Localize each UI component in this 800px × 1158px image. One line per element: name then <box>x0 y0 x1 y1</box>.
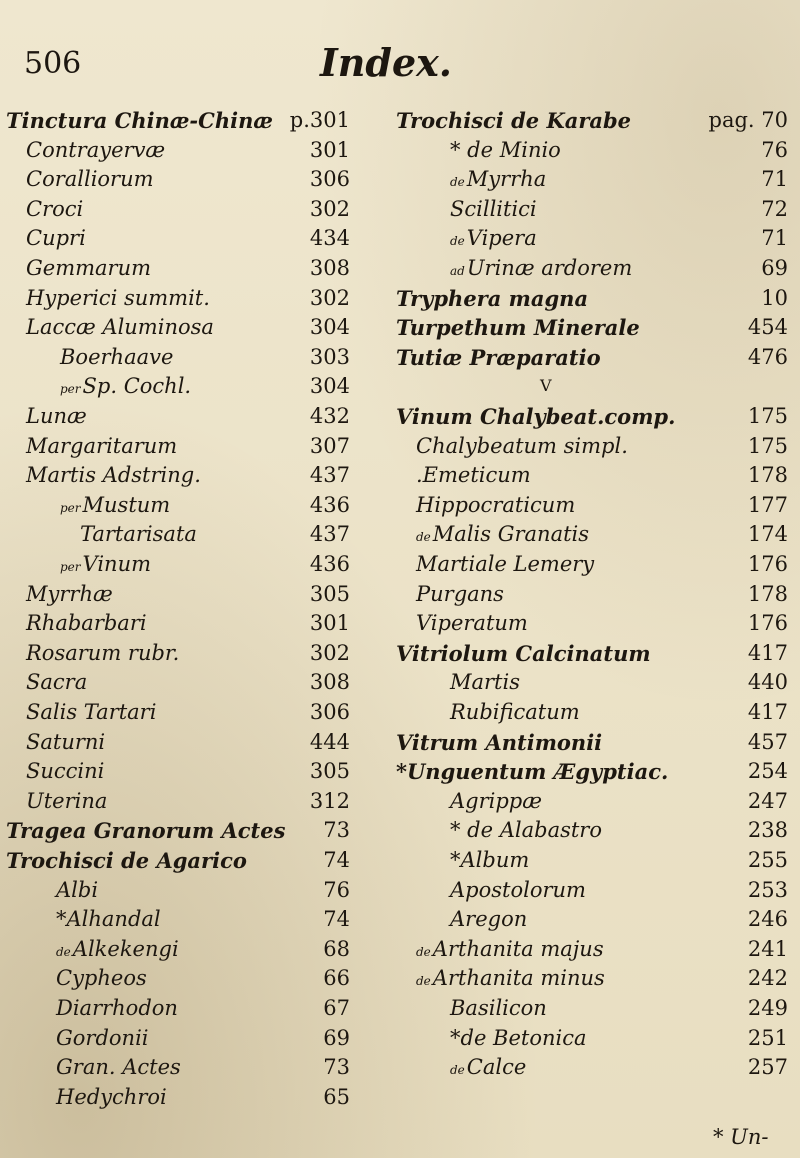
term-prefix: de <box>450 1063 465 1078</box>
index-term <box>26 639 179 668</box>
term-prefix: per <box>60 500 81 515</box>
catchword: * Un- <box>713 1125 769 1149</box>
term-prefix: de <box>416 974 431 989</box>
index-entry <box>0 520 380 549</box>
page-reference: 76 <box>761 137 788 162</box>
term-text: Hippocraticum <box>416 492 576 517</box>
index-term <box>26 757 104 786</box>
index-term <box>450 195 537 224</box>
term-text: Croci <box>26 196 84 221</box>
page-reference: 69 <box>761 256 788 280</box>
term-text: Purgans <box>416 581 504 606</box>
index-term <box>450 846 529 875</box>
page-reference: 306 <box>309 167 350 192</box>
page-reference: 307 <box>309 433 350 458</box>
index-term <box>396 757 668 786</box>
index-term <box>416 520 589 552</box>
page-reference: 444 <box>309 729 350 754</box>
index-term <box>56 964 147 993</box>
page-reference: 242 <box>747 966 788 991</box>
index-term <box>56 1024 149 1053</box>
index-entry <box>0 106 380 135</box>
page-reference: 305 <box>309 759 350 784</box>
term-text: *Alhandal <box>56 907 161 932</box>
index-entry <box>0 402 380 431</box>
index-entry <box>0 165 380 194</box>
index-term <box>56 935 179 967</box>
term-text: Trochisci de Agarico <box>6 848 247 873</box>
index-term <box>60 372 191 404</box>
page-reference: 253 <box>747 877 788 902</box>
index-term <box>26 224 86 253</box>
index-term <box>26 461 201 490</box>
term-text: Laccæ Aluminosa <box>26 315 214 340</box>
index-entry <box>0 432 380 461</box>
index-term <box>396 313 640 342</box>
term-text: Contrayervæ <box>26 137 166 162</box>
page-reference: 302 <box>309 196 350 221</box>
index-entry <box>390 994 790 1023</box>
index-entry <box>390 964 790 993</box>
running-head: Index. <box>320 40 453 85</box>
term-text: Arthanita minus <box>432 966 605 991</box>
page-reference: 434 <box>309 226 350 251</box>
index-term <box>26 432 177 461</box>
page-reference: 304 <box>309 374 350 399</box>
term-text: Arthanita majus <box>432 936 604 961</box>
index-term <box>396 106 631 135</box>
page-reference: 65 <box>323 1084 350 1109</box>
term-text: Salis Tartari <box>26 700 157 724</box>
index-entry <box>0 757 380 786</box>
index-entry <box>0 935 380 964</box>
page-reference: 254 <box>747 759 788 784</box>
index-entry <box>390 816 790 845</box>
term-text: Vinum Chalybeat.comp. <box>396 404 676 429</box>
term-text: Vitriolum Calcinatum <box>396 640 651 666</box>
page-reference: 176 <box>747 552 788 576</box>
index-entry <box>0 1024 380 1053</box>
index-entry <box>390 284 790 313</box>
index-term <box>416 609 528 638</box>
index-term <box>26 402 87 431</box>
index-entry <box>390 668 790 697</box>
index-entry <box>390 905 790 934</box>
index-term <box>396 343 601 372</box>
page-reference: 251 <box>747 1025 788 1050</box>
index-entry <box>390 343 790 372</box>
page-reference: 178 <box>747 463 788 488</box>
page-reference: 436 <box>309 552 350 576</box>
term-text: Hyperici summit. <box>26 285 210 310</box>
index-term <box>26 254 151 283</box>
index-term <box>450 905 527 934</box>
index-term <box>6 846 247 875</box>
page-reference: 68 <box>323 936 350 961</box>
index-term <box>450 136 561 165</box>
page-reference: 176 <box>747 611 788 636</box>
term-prefix: per <box>60 382 81 397</box>
index-entry <box>0 491 380 520</box>
term-text: Vinum <box>82 552 152 576</box>
term-text: * de Minio <box>450 137 561 162</box>
index-entry <box>0 284 380 313</box>
page-header <box>0 38 800 98</box>
term-prefix: ad <box>450 264 465 278</box>
term-text: Aregon <box>450 907 528 932</box>
page-reference: 175 <box>747 404 788 428</box>
page-reference: 308 <box>309 670 350 695</box>
page-reference: 175 <box>747 433 788 458</box>
term-text: Diarrhodon <box>56 996 178 1020</box>
index-entry <box>0 876 380 905</box>
index-term <box>396 728 602 757</box>
index-term <box>26 580 113 609</box>
term-prefix: de <box>450 234 465 249</box>
index-term <box>416 935 604 967</box>
term-text: Cupri <box>26 226 86 251</box>
page-reference: 257 <box>747 1055 788 1080</box>
index-term <box>450 876 586 905</box>
index-term <box>416 550 594 579</box>
index-term <box>416 432 628 461</box>
page-reference: 174 <box>747 522 788 547</box>
index-entry <box>390 1024 790 1053</box>
term-text: Apostolorum <box>450 877 586 902</box>
term-text: Myrrhæ <box>26 581 113 606</box>
term-text: Lunæ <box>26 404 87 428</box>
term-text: Vitrum Antimonii <box>396 729 603 755</box>
page-reference: 308 <box>309 256 350 280</box>
index-entry <box>0 372 380 401</box>
index-entry <box>390 1053 790 1082</box>
page-reference: 303 <box>309 344 350 369</box>
page-reference: 304 <box>309 315 350 340</box>
index-entry <box>390 254 790 283</box>
index-entry <box>390 106 790 135</box>
index-entry <box>0 609 380 638</box>
term-text: Succini <box>26 759 105 784</box>
index-term <box>26 698 156 727</box>
page-reference: 417 <box>747 640 788 665</box>
index-term <box>6 106 273 135</box>
term-prefix: de <box>416 944 431 959</box>
page-reference: 255 <box>747 848 788 872</box>
index-term <box>416 580 504 609</box>
index-entry <box>0 728 380 757</box>
index-entry <box>390 313 790 342</box>
index-entry <box>390 520 790 549</box>
term-text: Rhabarbari <box>26 611 147 636</box>
page-reference: 437 <box>309 463 350 488</box>
term-text: Basilicon <box>450 996 547 1020</box>
index-term <box>450 165 546 197</box>
page-reference: 66 <box>323 966 350 991</box>
page-reference: 238 <box>747 818 788 843</box>
index-term <box>26 136 165 165</box>
index-term <box>450 1024 587 1053</box>
page-reference: 305 <box>309 581 350 606</box>
page-reference: 73 <box>323 818 350 843</box>
index-term <box>26 609 147 638</box>
index-term <box>60 550 151 582</box>
section-letter: V <box>540 376 552 395</box>
index-term <box>396 639 651 668</box>
page-reference: 67 <box>323 996 350 1020</box>
term-text: Rubificatum <box>450 700 580 724</box>
index-term <box>56 994 178 1023</box>
index-term <box>450 787 542 816</box>
term-prefix: de <box>416 530 431 545</box>
page-reference: 73 <box>323 1055 350 1080</box>
index-term <box>26 284 210 313</box>
index-entry <box>390 728 790 757</box>
term-text: Tartarisata <box>80 522 197 547</box>
page-reference: 457 <box>747 729 788 754</box>
term-prefix: de <box>450 175 465 190</box>
index-entry <box>0 195 380 224</box>
page-reference: 178 <box>747 581 788 606</box>
term-text: *Unguentum Ægyptiac. <box>396 759 669 785</box>
index-entry <box>390 935 790 964</box>
page-reference: p.301 <box>289 108 350 132</box>
page-reference: 74 <box>323 907 350 932</box>
index-entry <box>390 876 790 905</box>
index-term <box>6 816 285 845</box>
index-entry <box>0 254 380 283</box>
term-text: Uterina <box>26 788 108 813</box>
term-text: Sp. Cochl. <box>82 374 192 399</box>
index-entry <box>0 964 380 993</box>
index-entry <box>0 639 380 668</box>
term-text: Turpethum Minerale <box>396 315 640 341</box>
page-reference: 246 <box>747 907 788 932</box>
page-reference: 306 <box>309 700 350 724</box>
term-text: *de Betonica <box>450 1025 587 1050</box>
term-text: Rosarum rubr. <box>26 640 180 665</box>
index-term <box>26 313 214 342</box>
index-term <box>56 905 161 934</box>
index-entry <box>390 165 790 194</box>
index-term <box>450 224 537 256</box>
term-text: Scillitici <box>450 196 537 221</box>
page-reference: 476 <box>747 344 788 369</box>
index-term <box>450 668 520 697</box>
page-reference: 432 <box>309 404 350 428</box>
index-entry <box>390 136 790 165</box>
index-term <box>26 165 154 194</box>
index-entry <box>0 1083 380 1112</box>
term-prefix: per <box>60 560 81 574</box>
term-text: Tinctura Chinæ-Chinæ <box>6 108 273 133</box>
index-entry <box>0 905 380 934</box>
index-term <box>396 284 588 313</box>
page-number: 506 <box>24 46 82 81</box>
term-text: Viperatum <box>416 611 528 636</box>
page-reference: 72 <box>761 196 788 221</box>
term-text: Margaritarum <box>26 433 178 458</box>
index-entry <box>390 195 790 224</box>
page-reference: 301 <box>309 137 350 162</box>
index-entry <box>0 580 380 609</box>
term-text: Urinæ ardorem <box>466 256 633 280</box>
index-entry <box>0 313 380 342</box>
term-text: Coralliorum <box>26 167 154 192</box>
page-reference: 312 <box>309 788 350 813</box>
index-term <box>60 491 170 523</box>
page-reference: 301 <box>309 611 350 636</box>
term-text: Saturni <box>26 729 106 754</box>
index-entry <box>390 491 790 520</box>
term-text: Tragea Granorum Actes <box>6 818 286 844</box>
term-text: Martiale Lemery <box>416 552 595 576</box>
term-text: Chalybeatum simpl. <box>416 433 628 458</box>
index-entry <box>0 994 380 1023</box>
index-entry <box>390 550 790 579</box>
term-text: *Album <box>450 848 530 872</box>
index-term <box>450 1053 526 1085</box>
index-entry <box>390 461 790 490</box>
index-entry <box>390 402 790 431</box>
page-reference: 249 <box>747 996 788 1020</box>
index-term <box>416 964 605 996</box>
page-reference: 76 <box>323 877 350 902</box>
index-entry <box>0 224 380 253</box>
page-reference: 241 <box>747 936 788 961</box>
index-entry <box>390 580 790 609</box>
term-text: Albi <box>56 877 99 902</box>
index-term <box>416 491 575 520</box>
index-term <box>450 254 632 286</box>
index-entry <box>0 668 380 697</box>
index-entry <box>0 1053 380 1082</box>
index-term <box>56 1083 167 1112</box>
term-text: Gordonii <box>56 1025 149 1050</box>
index-term <box>26 195 83 224</box>
page-reference: 417 <box>747 700 788 724</box>
index-entry <box>390 609 790 638</box>
term-text: Tryphera magna <box>396 285 589 311</box>
index-entry <box>0 846 380 875</box>
index-term <box>450 816 602 845</box>
index-term <box>26 668 87 697</box>
page-reference: 436 <box>309 492 350 517</box>
term-prefix: de <box>56 944 71 959</box>
index-term <box>396 402 675 431</box>
page-reference: 302 <box>309 285 350 310</box>
index-entry <box>0 461 380 490</box>
index-term <box>450 698 580 727</box>
page-reference: 454 <box>747 315 788 340</box>
term-text: Tutiæ Præparatio <box>396 344 601 370</box>
page-reference: 247 <box>747 788 788 813</box>
page-reference: 69 <box>323 1025 350 1050</box>
index-entry <box>0 816 380 845</box>
term-text: Myrrha <box>466 167 547 192</box>
page-reference: 10 <box>761 285 788 310</box>
term-text: Cypheos <box>56 966 147 991</box>
index-term <box>26 787 107 816</box>
index-entry <box>0 136 380 165</box>
index-term <box>56 1053 181 1082</box>
term-text: .Emeticum <box>416 463 531 488</box>
term-text: Vipera <box>466 226 537 251</box>
index-entry <box>0 698 380 727</box>
index-entry <box>0 550 380 579</box>
index-entry <box>0 343 380 372</box>
page-reference: 437 <box>309 522 350 547</box>
term-text: Trochisci de Karabe <box>396 108 632 133</box>
term-text: Mustum <box>82 492 171 517</box>
page-reference: 177 <box>747 492 788 517</box>
term-text: Martis Adstring. <box>26 463 201 488</box>
index-entry <box>390 432 790 461</box>
page-reference: 71 <box>761 167 788 192</box>
index-term <box>56 876 98 905</box>
page-reference: 302 <box>309 640 350 665</box>
term-text: Calce <box>466 1055 527 1080</box>
index-entry <box>390 787 790 816</box>
term-text: Sacra <box>26 670 88 695</box>
term-text: Gemmarum <box>26 256 152 280</box>
page-reference: 71 <box>761 226 788 251</box>
index-entry <box>390 698 790 727</box>
index-term <box>450 994 547 1023</box>
term-text: Hedychroi <box>56 1084 167 1109</box>
term-text: Agrippæ <box>450 788 542 813</box>
term-text: Gran. Actes <box>56 1055 181 1080</box>
term-text: Alkekengi <box>72 936 179 961</box>
term-text: Martis <box>450 670 520 695</box>
page-reference: 74 <box>323 848 350 872</box>
term-text: Boerhaave <box>60 344 174 369</box>
index-entry <box>390 846 790 875</box>
index-term <box>26 728 105 757</box>
index-entry <box>0 787 380 816</box>
index-term <box>416 461 531 490</box>
page-reference: 440 <box>747 670 788 695</box>
term-text: * de Alabastro <box>450 818 602 843</box>
index-term <box>60 343 173 372</box>
index-term <box>80 520 197 549</box>
index-entry <box>390 639 790 668</box>
term-text: Malis Granatis <box>432 522 590 547</box>
index-entry <box>390 757 790 786</box>
index-entry <box>390 224 790 253</box>
page-reference: pag. 70 <box>708 108 788 132</box>
